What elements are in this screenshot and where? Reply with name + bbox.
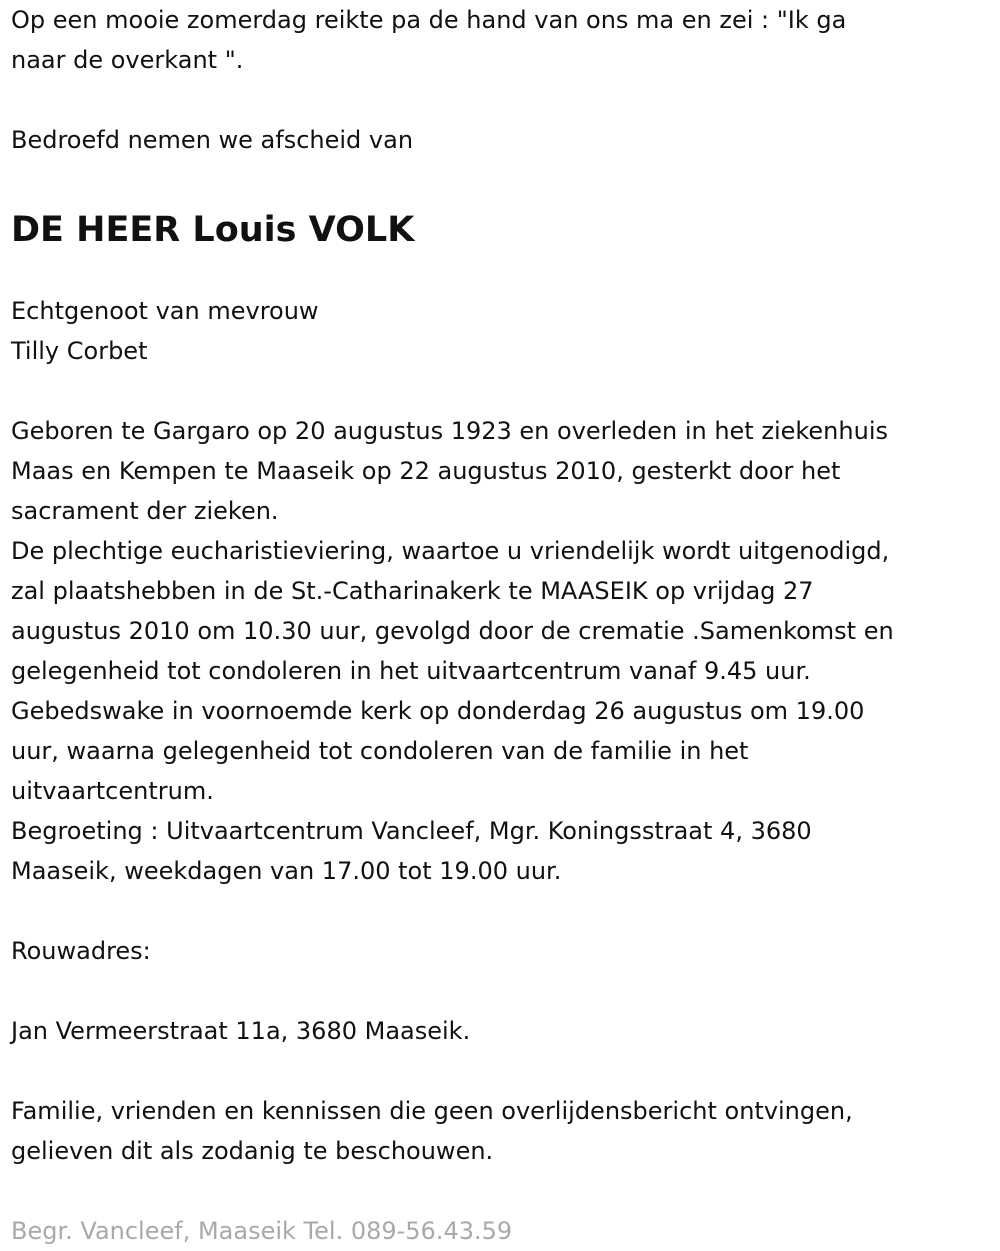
deceased-name: DE HEER Louis VOLK — [11, 210, 415, 250]
body-line: zal plaatshebben in de St.-Catharinakerk te MAASEIK op vrijdag 27 — [11, 577, 814, 605]
body-line: uur, waarna gelegenheid tot condoleren van de familie in het — [11, 737, 749, 765]
spacer — [11, 371, 991, 411]
obituary-body — [11, 411, 991, 891]
body-line: Begroeting : Uitvaartcentrum Vancleef, Mgr. Koningsstraat 4, 3680 — [11, 817, 812, 845]
funeral-home-footer: Begr. Vancleef, Maaseik Tel. 089-56.43.59 — [11, 1217, 513, 1245]
body-line: gelegenheid tot condoleren in het uitvaartcentrum vanaf 9.45 uur. — [11, 657, 811, 685]
spacer — [11, 160, 991, 200]
body-line: Maaseik, weekdagen van 17.00 tot 19.00 uur. — [11, 857, 562, 885]
spacer — [11, 1051, 991, 1091]
spouse-line-1: Echtgenoot van mevrouw — [11, 297, 319, 325]
body-line: sacrament der zieken. — [11, 497, 279, 525]
rouwadres-label: Rouwadres: — [11, 937, 151, 965]
body-line: Maas en Kempen te Maaseik op 22 augustus 2010, gesterkt door het — [11, 457, 841, 485]
rouwadres-address: Jan Vermeerstraat 11a, 3680 Maaseik. — [11, 1017, 471, 1045]
spacer — [11, 891, 991, 931]
body-line: Geboren te Gargaro op 20 augustus 1923 en overleden in het ziekenhuis — [11, 417, 888, 445]
spacer — [11, 1171, 991, 1211]
obituary-notice — [11, 0, 991, 1251]
spacer — [11, 80, 991, 120]
farewell-text: Bedroefd nemen we afscheid van — [11, 126, 414, 154]
body-line: De plechtige eucharistieviering, waartoe u vriendelijk wordt uitgenodigd, — [11, 537, 890, 565]
intro-line-1: Op een mooie zomerdag reikte pa de hand van ons ma en zei : "Ik ga — [11, 6, 847, 34]
body-line: uitvaartcentrum. — [11, 777, 214, 805]
closing-line-2: gelieven dit als zodanig te beschouwen. — [11, 1137, 494, 1165]
intro-line-2: naar de overkant ". — [11, 46, 244, 74]
spouse-line-2: Tilly Corbet — [11, 337, 148, 365]
body-line: Gebedswake in voornoemde kerk op donderdag 26 augustus om 19.00 — [11, 697, 865, 725]
closing-line-1: Familie, vrienden en kennissen die geen overlijdensbericht ontvingen, — [11, 1097, 853, 1125]
body-line: augustus 2010 om 10.30 uur, gevolgd door de crematie .Samenkomst en — [11, 617, 894, 645]
spacer — [11, 971, 991, 1011]
